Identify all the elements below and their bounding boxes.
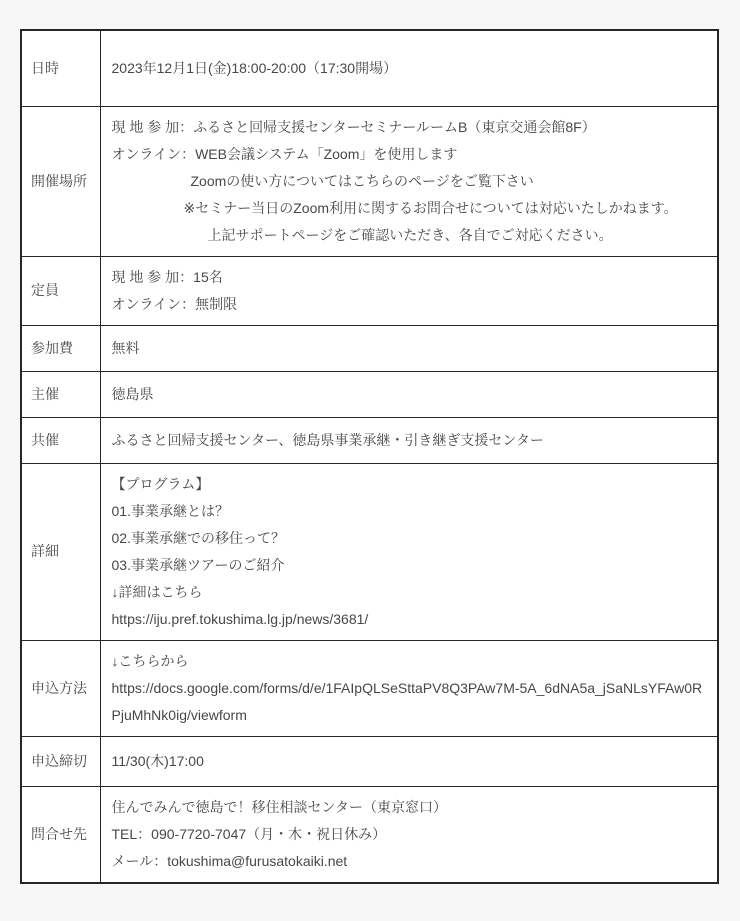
application-form-url-text: https://docs.google.com/forms/d/e/1FAIpQLSeSttaPV8Q3PAw7M-5A_6dNA5a_jSaNLsYFAw0RPjuMhNk0ig/viewform [111, 679, 703, 723]
contact-center-text: 住んでみんで徳島で！移住相談センター（東京窓口） [111, 798, 447, 815]
row-label-details: 詳細 [21, 463, 100, 640]
capacity-online-text: オンライン：無制限 [111, 295, 238, 312]
program-item-3-text: 03.事業承継ツアーのご紹介 [111, 556, 285, 573]
venue-onsite-text: 現 地 参 加：ふるさと回帰支援センターセミナールームB（東京交通会館8F） [111, 118, 596, 135]
row-value-co-organizer [100, 417, 718, 463]
row-value-capacity [100, 256, 718, 325]
row-value-venue [100, 106, 718, 256]
row-label-application-deadline: 申込締切 [21, 736, 100, 786]
application-pointer-text: ↓こちらから [111, 652, 189, 669]
table-row-contact [21, 786, 718, 883]
row-label-datetime: 日時 [21, 30, 100, 106]
details-pointer-text: ↓詳細はこちら [111, 583, 203, 600]
row-value-contact [100, 786, 718, 883]
table-row-venue [21, 106, 718, 256]
venue-zoom-help-text: Zoomの使い方についてはこちらのページをご覧下さい [190, 172, 534, 189]
table-row-application-deadline [21, 736, 718, 786]
table-row-organizer [21, 371, 718, 417]
program-item-2-text: 02.事業承継での移住って？ [111, 529, 285, 546]
row-value-fee [100, 325, 718, 371]
row-value-organizer [100, 371, 718, 417]
row-label-venue: 開催場所 [21, 106, 100, 256]
table-row-datetime [21, 30, 718, 106]
row-value-application-deadline [100, 736, 718, 786]
row-label-organizer: 主催 [21, 371, 100, 417]
capacity-onsite-text: 現 地 参 加：15名 [111, 268, 223, 285]
venue-online-text: オンライン：WEB会議システム「Zoom」を使用します [111, 145, 458, 162]
row-value-datetime [100, 30, 718, 106]
contact-tel-text: TEL：090-7720-7047（月・木・祝日休み） [111, 825, 387, 842]
row-value-details [100, 463, 718, 640]
table-row-details [21, 463, 718, 640]
datetime-text: 2023年12月1日(金)18:00-20:00（17:30開場） [111, 59, 398, 76]
table-row-co-organizer [21, 417, 718, 463]
row-label-application-method: 申込方法 [21, 640, 100, 736]
event-info-table [20, 29, 719, 884]
program-heading-text: 【プログラム】 [111, 475, 210, 492]
event-info-table-body [21, 30, 718, 883]
row-value-application-method [100, 640, 718, 736]
row-label-fee: 参加費 [21, 325, 100, 371]
contact-email-text: メール：tokushima@furusatokaiki.net [111, 852, 348, 869]
co-organizer-text: ふるさと回帰支援センター、徳島県事業承継・引き継ぎ支援センター [111, 431, 544, 448]
venue-zoom-support-text: 上記サポートページをご確認いただき、各自でご対応ください。 [207, 226, 613, 243]
row-label-capacity: 定員 [21, 256, 100, 325]
venue-zoom-notice-text: ※セミナー当日のZoom利用に関するお問合せについては対応いたしかねます。 [183, 199, 678, 216]
deadline-text: 11/30(木)17:00 [111, 752, 204, 769]
program-item-1-text: 01.事業承継とは？ [111, 502, 229, 519]
table-row-fee [21, 325, 718, 371]
table-row-application-method [21, 640, 718, 736]
details-url-text: https://iju.pref.tokushima.lg.jp/news/3681/ [111, 610, 369, 627]
fee-text: 無料 [111, 339, 140, 356]
organizer-text: 徳島県 [111, 385, 154, 402]
row-label-co-organizer: 共催 [21, 417, 100, 463]
row-label-contact: 問合せ先 [21, 786, 100, 883]
table-row-capacity [21, 256, 718, 325]
